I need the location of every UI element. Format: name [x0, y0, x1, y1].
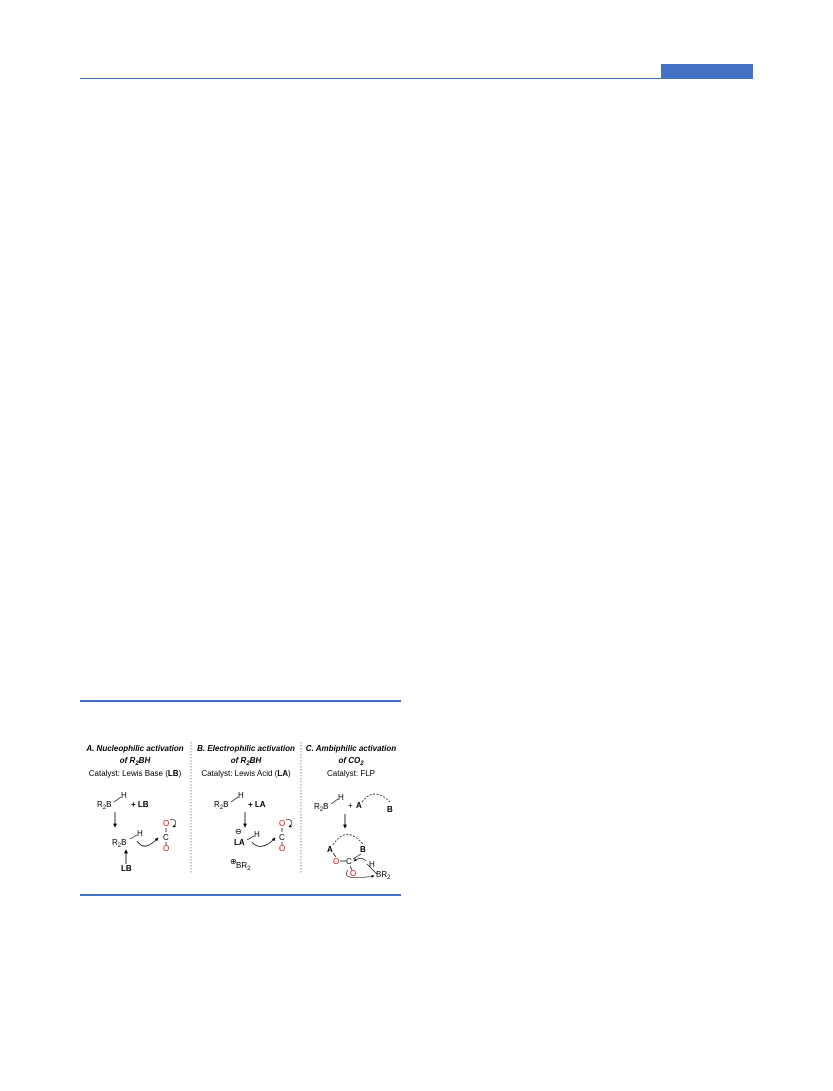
panel-b-borenium: $BR_2$ [236, 861, 251, 872]
panel-c-acid: A [356, 801, 362, 810]
panel-b-h: H [238, 791, 244, 800]
header-tab [661, 64, 753, 78]
panel-a-r2b: $R_2B$ [97, 800, 112, 811]
panel-c-o-left: O [333, 857, 340, 866]
header-rule [80, 78, 753, 79]
panel-b-o-bottom: O [279, 844, 286, 853]
panel-a-h: H [121, 791, 127, 800]
panel-a-adduct-bh-bond [130, 835, 137, 839]
panel-a-adduct-r2b: $R_2B$ [112, 838, 127, 849]
panel-a-hydride-arrow [137, 838, 158, 846]
panel-b-hydride-arrow [252, 838, 275, 846]
panel-c-h-adduct: H [369, 860, 375, 869]
panel-b [197, 744, 295, 872]
panel-c-borane: $BR_2$ [376, 870, 391, 881]
figure-bottom-rule [80, 894, 401, 896]
panel-b-co-arrow [286, 820, 292, 827]
panel-a-title-line2: of $R_2BH$ [119, 756, 151, 767]
co2-activation-scheme [80, 742, 401, 881]
panel-b-plus-charge: ⊕ [230, 857, 237, 866]
panel-a-bh-bond [114, 797, 121, 802]
panel-b-catalyst: Catalyst: Lewis Acid (LA) [201, 769, 291, 778]
panel-a [85, 744, 183, 873]
figure-top-rule [80, 700, 401, 702]
panel-c-adduct-tether [333, 835, 364, 846]
panel-a-o-bottom: O [163, 844, 170, 853]
panel-c-title-line1: C. Ambiphilic activation [305, 744, 397, 753]
panel-b-r2b: $R_2B$ [214, 800, 229, 811]
panel-c-base: B [387, 805, 393, 814]
panel-a-co-arrow [170, 820, 176, 827]
panel-c [306, 744, 396, 881]
panel-a-catalyst: Catalyst: Lewis Base (LB) [88, 769, 182, 778]
panel-c-h: H [338, 793, 344, 802]
panel-c-bh-bond [331, 799, 338, 804]
panel-c-adduct-acid: A [327, 845, 333, 854]
panel-a-adduct-lb: LB [121, 864, 132, 873]
panel-a-c: C [163, 833, 169, 842]
scheme-svg [80, 742, 401, 881]
panel-a-title-line1: A. Nucleophilic activation [86, 744, 184, 753]
panel-b-title-line2: of $R_2BH$ [230, 756, 262, 767]
panel-c-hydride-arrow [354, 858, 366, 861]
panel-c-title-line2: of $CO_2$ [338, 756, 364, 767]
panel-b-la-h-bond [247, 836, 254, 840]
panel-c-o-bottom: O [350, 869, 357, 878]
panel-b-plus-la: + LA [248, 800, 266, 809]
panel-b-la: LA [234, 838, 245, 847]
panel-c-r2b: $R_2B$ [314, 802, 329, 813]
panel-b-minus-charge: ⊖ [235, 827, 242, 836]
panel-b-bh-bond [231, 797, 238, 802]
panel-b-o-top: O [279, 819, 286, 828]
panel-c-flp-tether [362, 794, 390, 802]
panel-b-title-line1: B. Electrophilic activation [197, 744, 295, 753]
panel-c-plus: + [348, 801, 353, 810]
panel-c-c: C [346, 857, 352, 866]
panel-b-adduct-h: H [254, 830, 260, 839]
panel-b-c: C [279, 833, 285, 842]
panel-a-adduct-h: H [137, 829, 143, 838]
panel-a-o-top: O [163, 819, 170, 828]
panel-c-adduct-base: B [360, 845, 366, 854]
panel-c-catalyst: Catalyst: FLP [326, 769, 376, 778]
panel-a-plus-lb: + LB [131, 800, 149, 809]
